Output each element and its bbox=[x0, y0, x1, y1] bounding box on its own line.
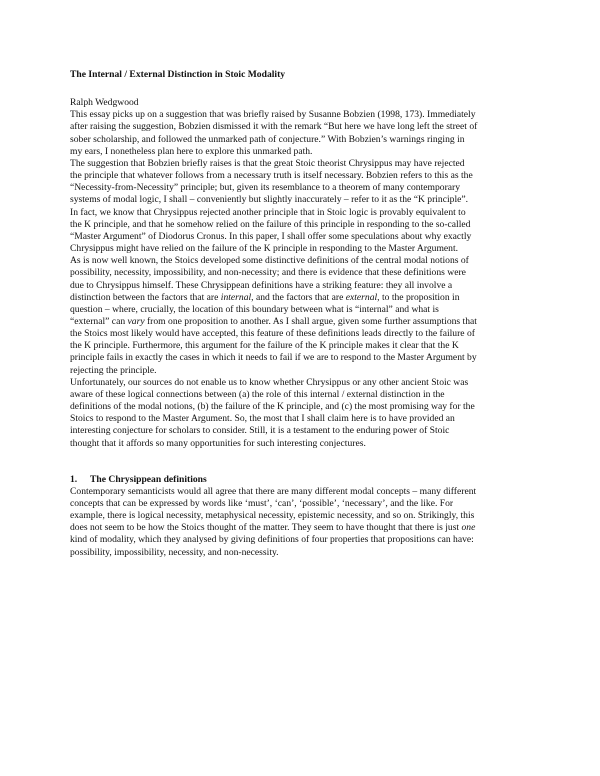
text-run: “Master Argument” of Diodorus Cronus. In this paper, I shall offer some speculations about why exactly bbox=[70, 230, 472, 242]
emphasized-text: one bbox=[461, 522, 476, 534]
text-run: Chrysippus might have relied on the failure of the K principle in responding to the Master Argument. bbox=[70, 243, 459, 255]
text-line bbox=[70, 365, 530, 377]
text-run: due to Chrysippus himself. These Chrysippean definitions have a striking feature: they all involve a bbox=[70, 279, 453, 291]
text-line bbox=[70, 109, 530, 121]
text-line bbox=[70, 389, 530, 401]
paper-title: The Internal / External Distinction in Stoic Modality bbox=[70, 69, 286, 80]
section-body bbox=[70, 486, 530, 559]
text-line bbox=[70, 280, 530, 292]
text-run: thought that it affords so many opportunities for such interesting conjectures. bbox=[70, 437, 366, 449]
text-line bbox=[70, 170, 530, 182]
text-line bbox=[70, 304, 530, 316]
text-run: Unfortunately, our sources do not enable us to know whether Chrysippus or any other ancient Stoic was bbox=[70, 376, 469, 388]
text-run: , to the proposition in bbox=[377, 291, 460, 303]
text-run: Contemporary semanticists would all agree that there are many different modal concepts – many different bbox=[70, 485, 477, 497]
text-run: sober scholarship, and followed the unmarked path of conjecture.” With Bobzien’s warnings ringing in bbox=[70, 133, 465, 145]
text-line bbox=[70, 146, 530, 158]
text-line bbox=[70, 194, 530, 206]
text-line bbox=[70, 121, 530, 133]
text-run: systems of modal logic, I shall – conveniently but slightly inaccurately – refer to it as the “K principle”. bbox=[70, 194, 469, 206]
text-line bbox=[70, 134, 530, 146]
text-line bbox=[70, 413, 530, 425]
emphasized-text: external bbox=[345, 291, 378, 303]
text-run: aware of these logical connections between (a) the role of this internal / external distinction in the bbox=[70, 388, 445, 400]
text-run: Stoics to respond to the Master Argument. So, the most that I shall claim here is to have provided an bbox=[70, 413, 455, 425]
text-run: principle fails in exactly the cases in which it needs to fail if we are to respond to the Master Argument by bbox=[70, 352, 477, 364]
text-run: “Necessity-from-Necessity” principle; but, given its resemblance to a theorem of many contemporary bbox=[70, 182, 461, 194]
text-line bbox=[70, 243, 530, 255]
text-run: from one proposition to another. As I shall argue, given some further assumptions that bbox=[144, 315, 477, 327]
text-line bbox=[70, 401, 530, 413]
section-heading bbox=[70, 474, 530, 486]
paragraph bbox=[70, 486, 530, 559]
author-name: Ralph Wedgwood bbox=[70, 97, 139, 109]
text-line bbox=[70, 316, 530, 328]
text-run: possibility, necessity, impossibility, and non-necessity; and there is evidence that these definitions were bbox=[70, 267, 466, 279]
text-run: question – where, crucially, the location of this boundary between what is “internal” and what is bbox=[70, 303, 439, 315]
text-run: kind of modality, which they analysed by giving definitions of four properties that propositions can have: bbox=[70, 534, 474, 546]
text-line bbox=[70, 534, 530, 546]
paragraph bbox=[70, 109, 530, 158]
text-line bbox=[70, 340, 530, 352]
text-line bbox=[70, 510, 530, 522]
section-number: 1. bbox=[70, 473, 78, 485]
text-run: In fact, we know that Chrysippus rejected another principle that in Stoic logic is provably equivalent to bbox=[70, 206, 466, 218]
text-run: concepts that can be expressed by words like ‘must’, ‘can’, ‘possible’, ‘necessary’, and the like. For bbox=[70, 498, 454, 509]
text-run: rejecting the principle. bbox=[70, 364, 157, 376]
text-line bbox=[70, 207, 530, 219]
text-line bbox=[70, 292, 530, 304]
text-run: interesting conjecture for scholars to consider. Still, it is a testament to the enduring power of Stoic bbox=[70, 425, 450, 437]
text-run: As is now well known, the Stoics developed some distinctive definitions of the central modal notions of bbox=[70, 255, 469, 267]
text-run: , and the factors that are bbox=[251, 291, 346, 303]
text-line bbox=[70, 377, 530, 389]
text-line bbox=[70, 328, 530, 340]
text-run: the principle that whatever follows from a necessary truth is itself necessary. Bobzien refers to this as the bbox=[70, 170, 473, 182]
text-line bbox=[70, 486, 530, 498]
emphasized-text: vary bbox=[127, 315, 145, 327]
text-run: my ears, I nonetheless plan here to explore this unmarked path. bbox=[70, 145, 313, 157]
text-run: the Stoics most likely would have accepted, this feature of these definitions leads directly to the failure of bbox=[70, 328, 475, 340]
paragraph bbox=[70, 377, 530, 450]
text-line bbox=[70, 498, 530, 510]
text-line bbox=[70, 352, 530, 364]
text-line bbox=[70, 182, 530, 194]
text-run: “external” can bbox=[70, 315, 128, 327]
text-line bbox=[70, 267, 530, 279]
emphasized-text: internal bbox=[220, 291, 252, 303]
text-line bbox=[70, 438, 530, 450]
text-line bbox=[70, 255, 530, 267]
text-run: the K principle. Furthermore, this argument for the failure of the K principle makes it clear that the K bbox=[70, 340, 459, 352]
text-line bbox=[70, 219, 530, 231]
text-run: after raising the suggestion, Bobzien dismissed it with the remark “But here we have long left the street of bbox=[70, 121, 478, 133]
text-run: example, there is logical necessity, metaphysical necessity, epistemic necessity, and so on. Strikingly, this bbox=[70, 510, 475, 522]
text-line bbox=[70, 231, 530, 243]
text-run: distinction between the factors that are bbox=[70, 291, 221, 303]
paragraph bbox=[70, 255, 530, 377]
text-run: the K principle, and that he somehow relied on the failure of this principle in responding to the so-called bbox=[70, 218, 471, 230]
section-title: The Chrysippean definitions bbox=[90, 473, 207, 485]
body-text bbox=[70, 109, 530, 449]
text-line bbox=[70, 547, 530, 559]
text-run: The suggestion that Bobzien briefly raises is that the great Stoic theorist Chrysippus may have rejected bbox=[70, 157, 465, 169]
text-line bbox=[70, 425, 530, 437]
text-run: does not seem to be how the Stoics thought of the matter. They seem to have thought that there is just bbox=[70, 522, 462, 534]
text-run: definitions of the modal notions, (b) the failure of the K principle, and (c) the most promising way for the bbox=[70, 401, 475, 413]
text-run: This essay picks up on a suggestion that was briefly raised by Susanne Bobzien (1998, 173). Immediately bbox=[70, 109, 476, 121]
text-line bbox=[70, 158, 530, 170]
text-line bbox=[70, 522, 530, 534]
paragraph bbox=[70, 158, 530, 255]
text-run: possibility, impossibility, necessity, and non-necessity. bbox=[70, 546, 279, 558]
